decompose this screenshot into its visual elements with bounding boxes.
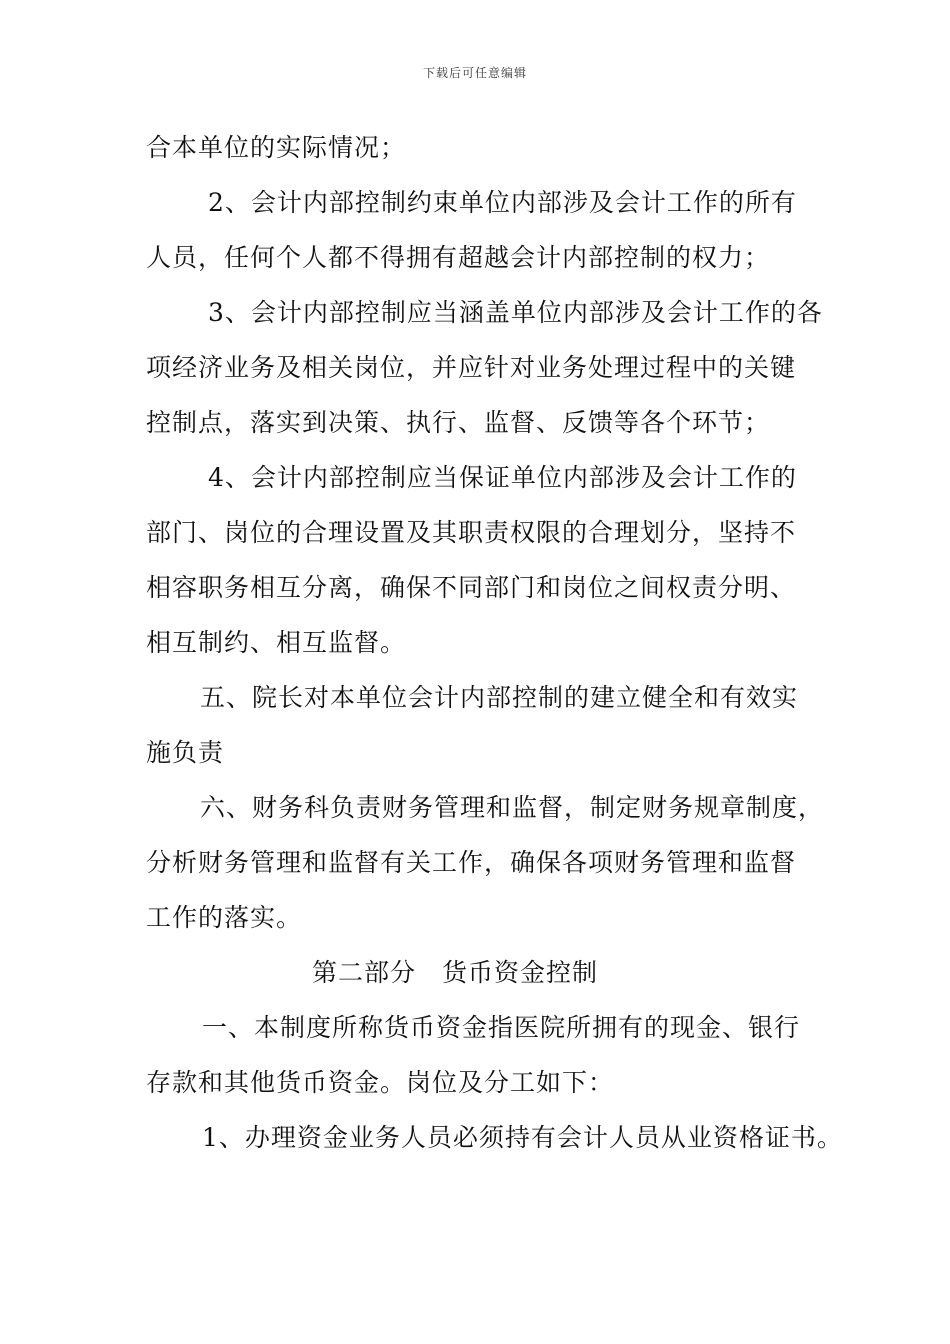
text-line: 4、会计内部控制应当保证单位内部涉及会计工作的: [208, 463, 797, 492]
text-line: 一、本制度所称货币资金指医院所拥有的现金、银行: [202, 1013, 801, 1042]
text-line: 相容职务相互分离，确保不同部门和岗位之间权责分明、: [146, 573, 797, 602]
text-line: 人员，任何个人都不得拥有超越会计内部控制的权力；: [146, 243, 771, 272]
text-line: 五、院长对本单位会计内部控制的建立健全和有效实: [200, 683, 799, 712]
text-line: 分析财务管理和监督有关工作，确保各项财务管理和监督: [146, 848, 797, 877]
text-line: 项经济业务及相关岗位，并应针对业务处理过程中的关键: [146, 353, 797, 382]
page-header: 下载后可任意编辑: [422, 66, 527, 80]
section-heading: 第二部分 货币资金控制: [312, 958, 599, 987]
text-line: 1、办理资金业务人员必须持有会计人员从业资格证书。: [202, 1123, 843, 1152]
text-line: 存款和其他货币资金。岗位及分工如下：: [146, 1068, 615, 1097]
text-line: 2、会计内部控制约束单位内部涉及会计工作的所有: [208, 188, 797, 217]
text-line: 控制点，落实到决策、执行、监督、反馈等各个环节；: [146, 408, 771, 437]
text-line: 六、财务科负责财务管理和监督，制定财务规章制度，: [200, 793, 825, 822]
text-line: 合本单位的实际情况；: [146, 133, 407, 162]
text-line: 相互制约、相互监督。: [146, 628, 407, 657]
text-line: 3、会计内部控制应当涵盖单位内部涉及会计工作的各: [208, 298, 823, 327]
text-line: 部门、岗位的合理设置及其职责权限的合理划分，坚持不: [146, 518, 797, 547]
text-line: 工作的落实。: [146, 903, 303, 932]
text-line: 施负责: [146, 738, 225, 767]
